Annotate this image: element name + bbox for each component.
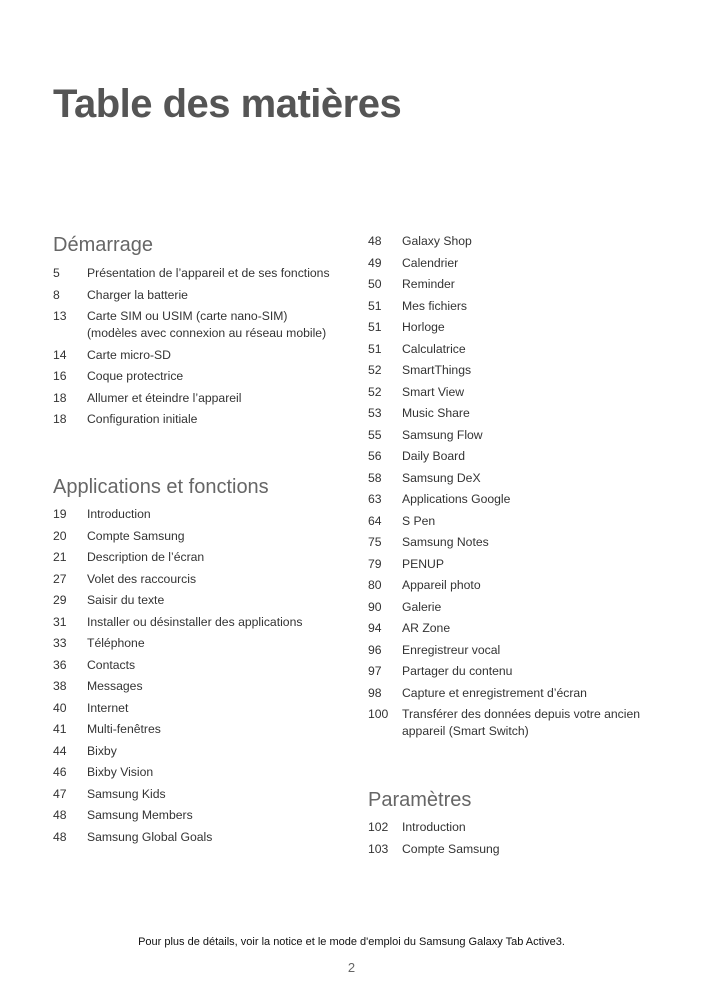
toc-entry-label: Mes fichiers <box>402 298 468 313</box>
section-heading-applications: Applications et fonctions <box>53 476 269 498</box>
toc-entry[interactable] <box>368 255 668 272</box>
toc-page-number: 18 <box>53 412 67 426</box>
toc-entry-label: Daily Board <box>402 449 465 463</box>
toc-page-number: 46 <box>53 765 67 779</box>
toc-entry[interactable] <box>53 287 353 304</box>
toc-page-number: 100 <box>368 707 389 721</box>
section-heading-parametres: Paramètres <box>368 789 472 811</box>
toc-entry[interactable] <box>53 347 353 364</box>
toc-entry[interactable] <box>53 549 353 566</box>
toc-entry-label: Coque protectrice <box>87 369 184 383</box>
toc-entry-label: Allumer et éteindre l’appareil <box>87 390 242 405</box>
toc-entry[interactable] <box>368 319 668 336</box>
toc-entry-label: Capture et enregistrement d’écran <box>402 685 587 700</box>
toc-page-number: 48 <box>53 829 67 844</box>
toc-entry-label: AR Zone <box>402 621 451 635</box>
toc-entry[interactable] <box>368 620 668 637</box>
toc-page-number: 52 <box>368 384 382 399</box>
toc-entry-label: S Pen <box>402 513 436 528</box>
toc-entry-label: Volet des raccourcis <box>87 571 197 586</box>
toc-entry-label: Carte micro-SD <box>87 347 171 362</box>
toc-page-number: 48 <box>53 808 67 822</box>
toc-list-applications-col1 <box>53 506 353 850</box>
toc-entry[interactable] <box>53 635 353 652</box>
toc-page-number: 19 <box>53 507 67 521</box>
toc-entry[interactable] <box>53 657 353 674</box>
toc-page-number: 51 <box>368 341 382 356</box>
toc-entry[interactable] <box>53 506 353 523</box>
toc-entry-label: Horloge <box>402 320 445 334</box>
toc-entry-label: Carte SIM ou USIM (carte nano-SIM) (modèles avec connexion au réseau mobile) <box>87 309 327 340</box>
toc-entry[interactable] <box>53 764 353 781</box>
toc-page-number: 27 <box>53 571 67 586</box>
toc-entry[interactable] <box>53 265 353 282</box>
toc-page-number: 48 <box>368 234 382 248</box>
toc-page-number: 51 <box>368 320 382 334</box>
toc-page-number: 79 <box>368 556 382 571</box>
toc-entry[interactable] <box>368 663 668 680</box>
toc-entry-label: Bixby Vision <box>87 765 154 779</box>
toc-entry[interactable] <box>368 599 668 616</box>
toc-entry[interactable] <box>368 405 668 422</box>
toc-entry-label: Smart View <box>402 384 465 399</box>
toc-entry-label: Installer ou désinstaller des applications <box>87 614 303 629</box>
toc-page-number: 5 <box>53 266 60 280</box>
toc-page-number: 94 <box>368 621 382 635</box>
toc-entry-label: Introduction <box>402 820 466 834</box>
toc-page-number: 18 <box>53 390 67 405</box>
toc-entry[interactable] <box>368 470 668 487</box>
toc-page-number: 96 <box>368 642 382 657</box>
toc-entry-label: Multi-fenêtres <box>87 722 161 736</box>
toc-page-number: 80 <box>368 578 382 592</box>
toc-page-number: 47 <box>53 786 67 801</box>
toc-page-number: 90 <box>368 599 382 614</box>
toc-entry-label: Samsung Kids <box>87 786 166 801</box>
toc-list-parametres <box>368 819 668 862</box>
toc-entry[interactable] <box>368 362 668 379</box>
toc-entry-label: Saisir du texte <box>87 593 165 607</box>
toc-entry[interactable] <box>368 819 668 836</box>
toc-page-number: 63 <box>368 492 382 506</box>
toc-page-number: 16 <box>53 369 67 383</box>
toc-entry-label: Applications Google <box>402 492 511 506</box>
toc-entry[interactable] <box>368 384 668 401</box>
toc-entry[interactable] <box>368 341 668 358</box>
toc-page-number: 58 <box>368 470 382 485</box>
toc-page-number: 20 <box>53 528 67 543</box>
toc-entry-label: Configuration initiale <box>87 412 198 426</box>
toc-entry-label: Compte Samsung <box>402 841 500 856</box>
toc-entry[interactable] <box>53 807 353 824</box>
toc-entry[interactable] <box>368 513 668 530</box>
toc-entry[interactable] <box>53 678 353 695</box>
toc-entry[interactable] <box>368 448 668 465</box>
toc-entry[interactable] <box>368 534 668 551</box>
toc-entry[interactable] <box>53 308 353 342</box>
toc-entry[interactable] <box>53 786 353 803</box>
toc-page-number: 29 <box>53 593 67 607</box>
toc-entry-label: Messages <box>87 679 143 693</box>
toc-entry-label: Samsung Notes <box>402 535 489 549</box>
toc-page-number: 8 <box>53 287 60 302</box>
toc-entry[interactable] <box>53 411 353 428</box>
section-heading-demarrage: Démarrage <box>53 234 154 256</box>
toc-page-number: 13 <box>53 309 67 323</box>
toc-page-number: 52 <box>368 363 382 377</box>
toc-entry-label: Présentation de l’appareil et de ses fonctions <box>87 266 330 280</box>
toc-page-number: 75 <box>368 535 382 549</box>
toc-entry[interactable] <box>368 642 668 659</box>
toc-page-number: 38 <box>53 679 67 693</box>
page-number: 2 <box>347 960 356 975</box>
toc-page-number: 21 <box>53 550 67 564</box>
toc-entry-label: Téléphone <box>87 636 145 650</box>
footer-note: Pour plus de détails, voir la notice et le mode d'emploi du Samsung Galaxy Tab Active3. <box>138 936 565 948</box>
toc-entry[interactable] <box>53 700 353 717</box>
toc-page-number: 102 <box>368 820 389 834</box>
toc-page-number: 56 <box>368 449 382 463</box>
toc-entry[interactable] <box>368 685 668 702</box>
toc-entry-label: PENUP <box>402 556 444 571</box>
toc-page-number: 14 <box>53 347 67 362</box>
toc-entry[interactable] <box>368 706 668 740</box>
toc-entry[interactable] <box>53 528 353 545</box>
toc-entry-label: Appareil photo <box>402 578 481 592</box>
toc-entry[interactable] <box>53 743 353 760</box>
toc-entry-label: Compte Samsung <box>87 528 185 543</box>
toc-entry[interactable] <box>368 233 668 250</box>
toc-list-applications-col2 <box>368 233 668 745</box>
toc-page-number: 44 <box>53 743 67 758</box>
toc-page-number: 31 <box>53 614 67 629</box>
toc-page-number: 55 <box>368 427 382 442</box>
toc-page-number: 98 <box>368 685 382 700</box>
toc-entry-label: Samsung Members <box>87 808 193 822</box>
toc-entry[interactable] <box>368 491 668 508</box>
toc-entry-label: Galaxy Shop <box>402 234 472 248</box>
toc-entry-label: Calendrier <box>402 255 459 270</box>
toc-page-number: 53 <box>368 406 382 420</box>
toc-page-number: 64 <box>368 513 382 528</box>
toc-entry-label: Reminder <box>402 277 455 291</box>
toc-entry-label: Enregistreur vocal <box>402 642 501 657</box>
toc-entry-label: Samsung Flow <box>402 427 483 442</box>
toc-entry[interactable] <box>53 368 353 385</box>
toc-page-number: 50 <box>368 277 382 291</box>
toc-entry[interactable] <box>368 427 668 444</box>
toc-entry-label: Galerie <box>402 599 442 614</box>
toc-entry[interactable] <box>53 571 353 588</box>
toc-entry-label: Bixby <box>87 743 117 758</box>
toc-entry-label: Internet <box>87 700 129 715</box>
toc-entry[interactable] <box>53 614 353 631</box>
toc-entry-label: Introduction <box>87 507 151 521</box>
toc-entry-label: Charger la batterie <box>87 287 188 302</box>
toc-entry-label: Samsung DeX <box>402 470 481 485</box>
toc-entry-label: Calculatrice <box>402 341 466 356</box>
toc-entry-label: Music Share <box>402 406 470 420</box>
toc-list-demarrage <box>53 265 353 433</box>
toc-entry[interactable] <box>368 841 668 858</box>
toc-entry[interactable] <box>53 390 353 407</box>
toc-entry[interactable] <box>368 298 668 315</box>
toc-entry[interactable] <box>53 829 353 846</box>
toc-page-number: 41 <box>53 722 67 736</box>
toc-entry[interactable] <box>53 721 353 738</box>
toc-page-number: 51 <box>368 298 382 313</box>
toc-entry-label: Description de l’écran <box>87 550 205 564</box>
toc-entry-label: SmartThings <box>402 363 472 377</box>
toc-entry-label: Transférer des données depuis votre ancien appareil (Smart Switch) <box>402 707 641 738</box>
toc-entry-label: Partager du contenu <box>402 664 513 678</box>
toc-page-number: 103 <box>368 841 389 856</box>
toc-entry-label: Samsung Global Goals <box>87 829 213 844</box>
toc-entry-label: Contacts <box>87 657 136 672</box>
toc-page-number: 97 <box>368 664 382 678</box>
toc-entry[interactable] <box>368 276 668 293</box>
toc-page-number: 33 <box>53 636 67 650</box>
toc-page-number: 40 <box>53 700 67 715</box>
toc-entry[interactable] <box>368 556 668 573</box>
toc-entry[interactable] <box>53 592 353 609</box>
page-title: Table des matières <box>53 82 402 126</box>
toc-page-number: 49 <box>368 255 382 270</box>
toc-entry[interactable] <box>368 577 668 594</box>
toc-page-number: 36 <box>53 657 67 672</box>
